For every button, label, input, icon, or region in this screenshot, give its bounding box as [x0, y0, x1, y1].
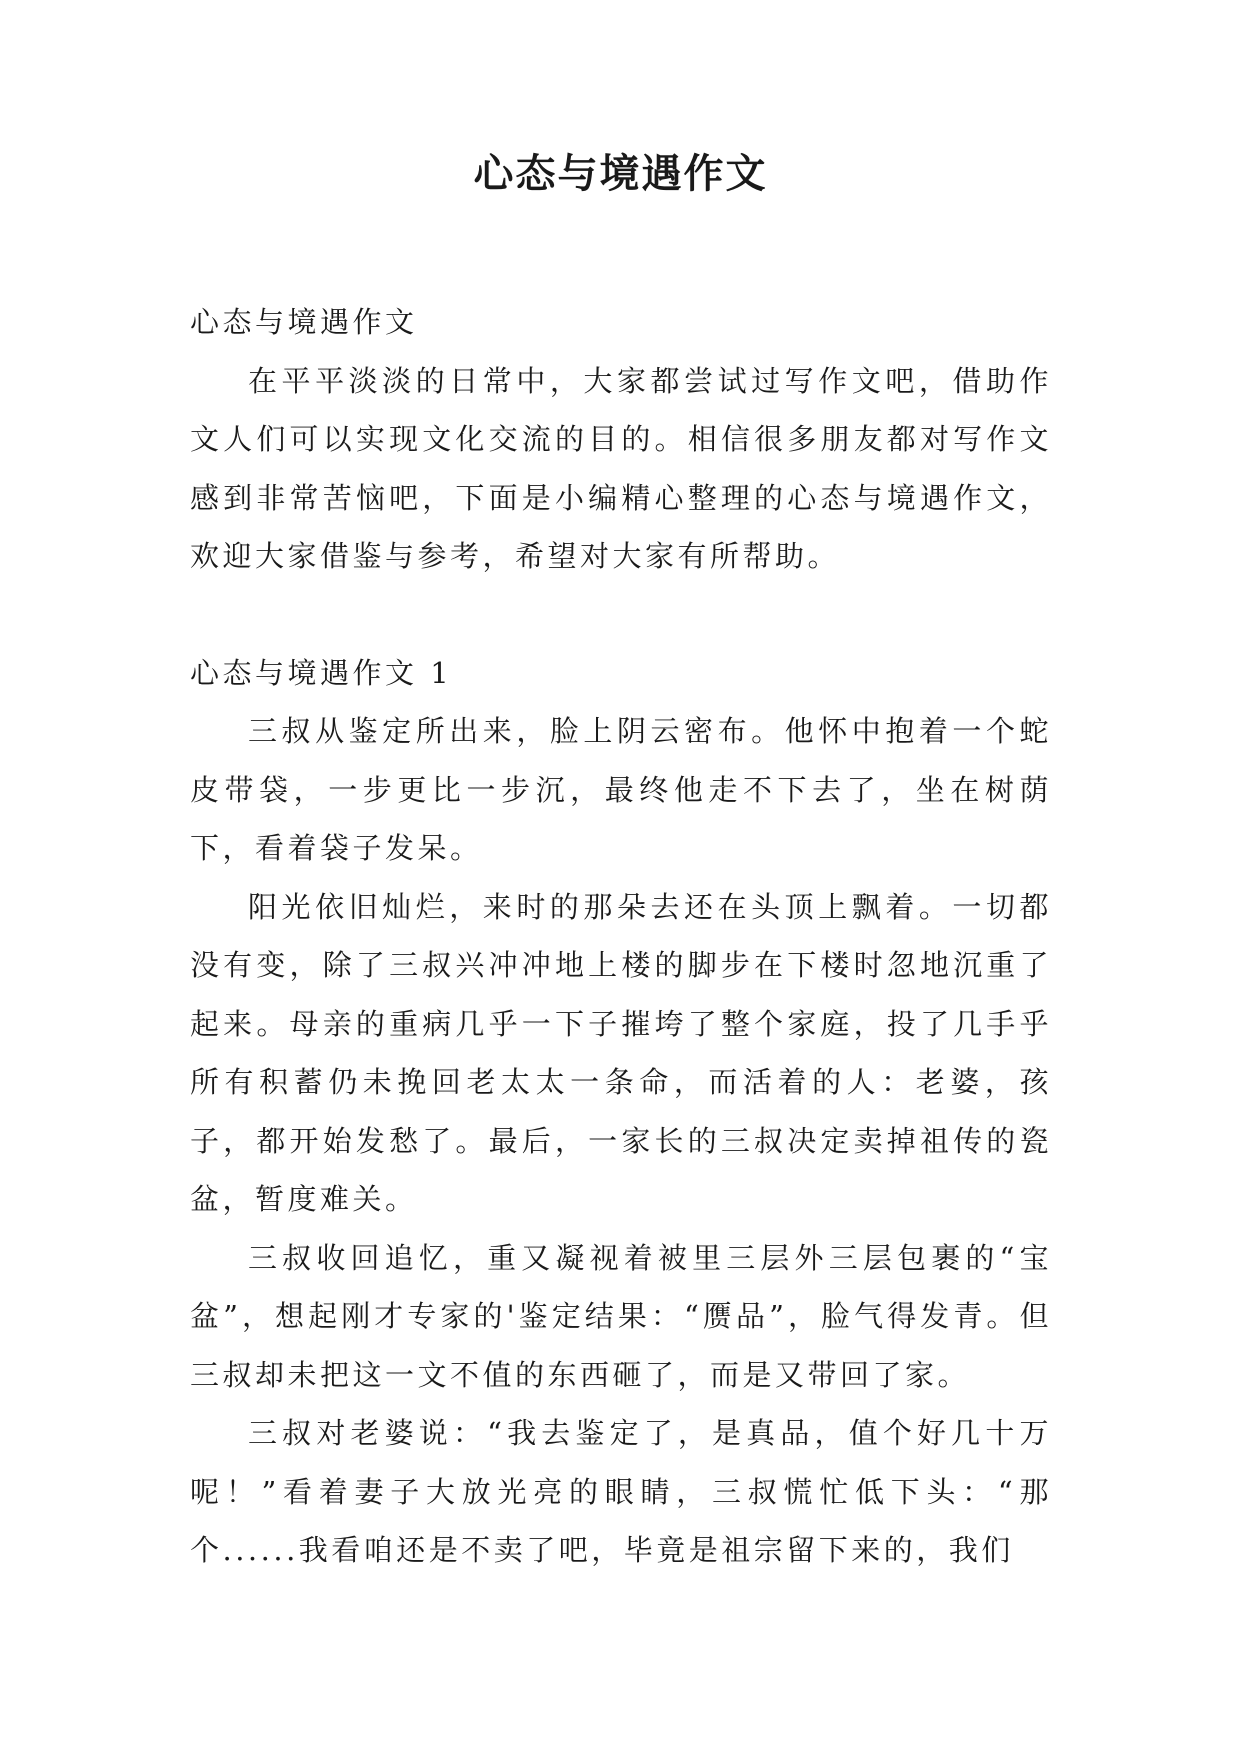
intro-paragraph: 在平平淡淡的日常中，大家都尝试过写作文吧，借助作文人们可以实现文化交流的目的。相信很多朋友都对写作文感到非常苦恼吧，下面是小编精心整理的心态与境遇作文，欢迎大家借鉴与参考，希望对大家有所帮助。 [190, 363, 1052, 573]
intro-heading: 心态与境遇作文 [190, 305, 418, 339]
story-paragraph: 三叔从鉴定所出来，脸上阴云密布。他怀中抱着一个蛇皮带袋，一步更比一步沉，最终他走不下去了，坐在树荫下，看着袋子发呆。 [190, 714, 1052, 865]
story-paragraph: 三叔收回追忆，重又凝视着被里三层外三层包裹的“宝盆”，想起刚才专家的'鉴定结果：“赝品”，脸气得发青。但三叔却未把这一文不值的东西砸了，而是又带回了家。 [190, 1240, 1052, 1392]
story-paragraph: 阳光依旧灿烂，来时的那朵去还在头顶上飘着。一切都没有变，除了三叔兴冲冲地上楼的脚步在下楼时忽地沉重了起来。母亲的重病几乎一下子摧垮了整个家庭，投了几手乎所有积蓄仍未挽回老太太一条命，而活着的人：老婆，孩子，都开始发愁了。最后，一家长的三叔决定卖掉祖传的瓷盆，暂度难关。 [190, 889, 1052, 1216]
story-paragraph: 三叔对老婆说：“我去鉴定了，是真品，值个好几十万呢！”看着妻子大放光亮的眼睛，三叔慌忙低下头：“那个......我看咱还是不卖了吧，毕竟是祖宗留下来的，我们 [190, 1416, 1052, 1567]
section1-heading: 心态与境遇作文 1 [190, 655, 453, 690]
document-title: 心态与境遇作文 [473, 151, 768, 197]
document-body [190, 293, 1052, 1580]
section-spacer [190, 586, 1052, 644]
